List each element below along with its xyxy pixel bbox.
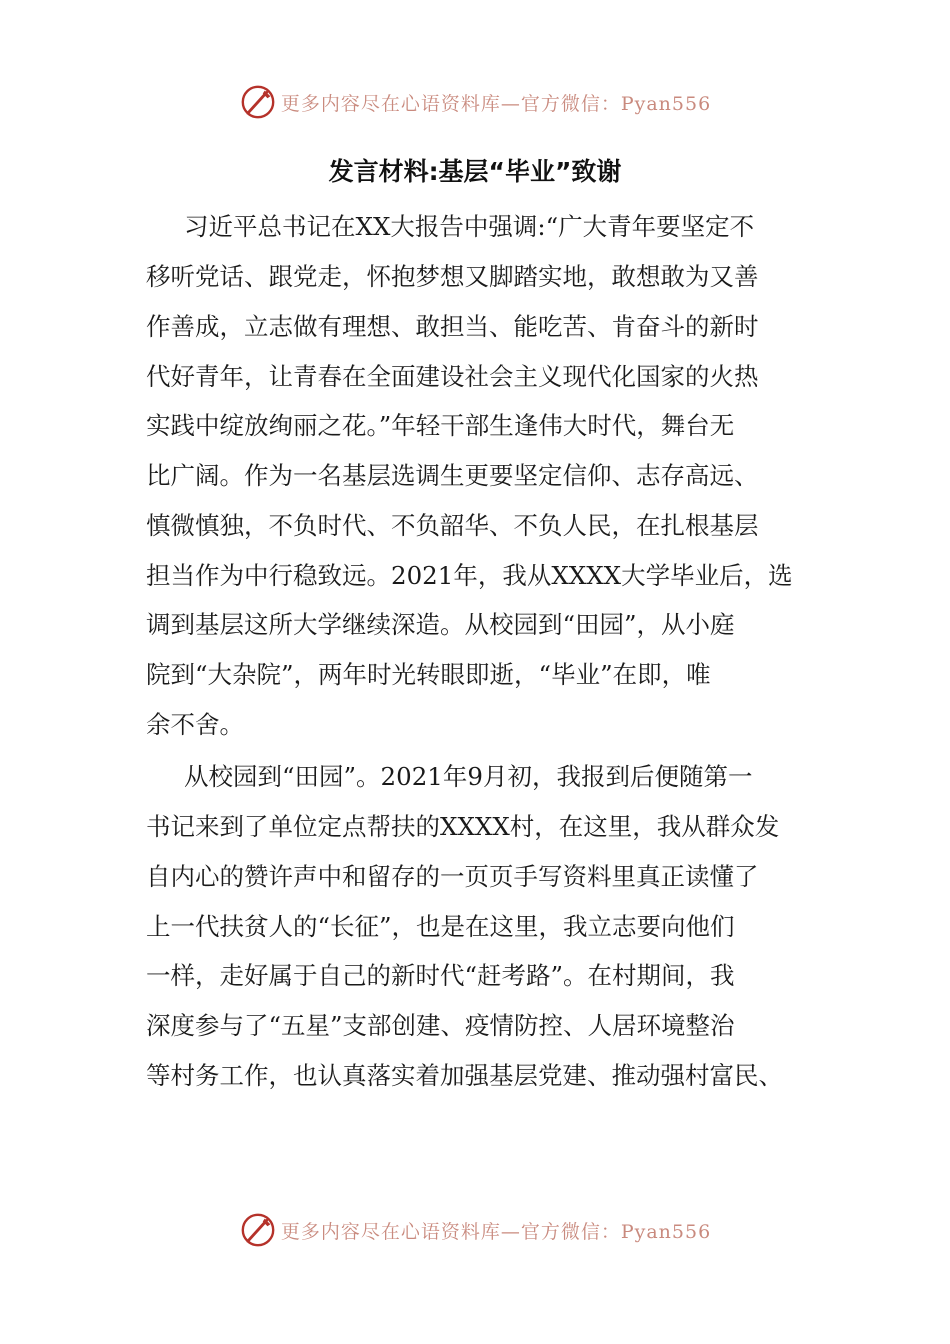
header-watermark: [0, 82, 950, 122]
body-line: 书记来到了单位定点帮扶的XXXX村，在这里，我从群众发: [146, 812, 780, 841]
body-line: 作善成，立志做有理想、敢担当、能吃苦、肯奋斗的新时: [146, 312, 759, 341]
body-line: 从校园到“田园”。2021年9月初，我报到后便随第一: [184, 762, 753, 791]
body-line: 移听党话、跟党走，怀抱梦想又脚踏实地，敢想敢为又善: [146, 262, 759, 291]
body-line: 担当作为中行稳致远。2021年，我从XXXX大学毕业后，选: [146, 561, 793, 590]
footer-watermark: [0, 1210, 950, 1250]
body-line: 余不舍。: [146, 710, 244, 739]
pen-logo-icon: [239, 1211, 277, 1249]
document-title: 发言材料:基层“毕业”致谢: [328, 157, 622, 186]
body-line: 慎微慎独，不负时代、不负韶华、不负人民，在扎根基层: [146, 511, 759, 540]
body-line: 比广阔。作为一名基层选调生更要坚定信仰、志存高远、: [146, 461, 759, 490]
body-line: 代好青年，让青春在全面建设社会主义现代化国家的火热: [146, 362, 759, 391]
body-line: 调到基层这所大学继续深造。从校园到“田园”，从小庭: [146, 610, 735, 639]
body-line: 习近平总书记在XX大报告中强调:“广大青年要坚定不: [184, 212, 755, 241]
body-line: 深度参与了“五星”支部创建、疫情防控、人居环境整治: [146, 1011, 735, 1040]
body-line: 院到“大杂院”，两年时光转眼即逝，“毕业”在即，唯: [146, 660, 711, 689]
body-line: 等村务工作，也认真落实着加强基层党建、推动强村富民、: [146, 1061, 783, 1090]
header-banner-text: 更多内容尽在心语资料库—官方微信：Pyan556: [280, 92, 712, 115]
footer-banner-text: 更多内容尽在心语资料库—官方微信：Pyan556: [280, 1220, 712, 1243]
body-line: 一样，走好属于自己的新时代“赶考路”。在村期间，我: [146, 961, 735, 990]
pen-logo-icon: [239, 83, 277, 121]
body-line: 自内心的赞许声中和留存的一页页手写资料里真正读懂了: [146, 862, 759, 891]
body-line: 上一代扶贫人的“长征”，也是在这里，我立志要向他们: [146, 912, 735, 941]
body-line: 实践中绽放绚丽之花。”年轻干部生逢伟大时代，舞台无: [146, 411, 735, 440]
